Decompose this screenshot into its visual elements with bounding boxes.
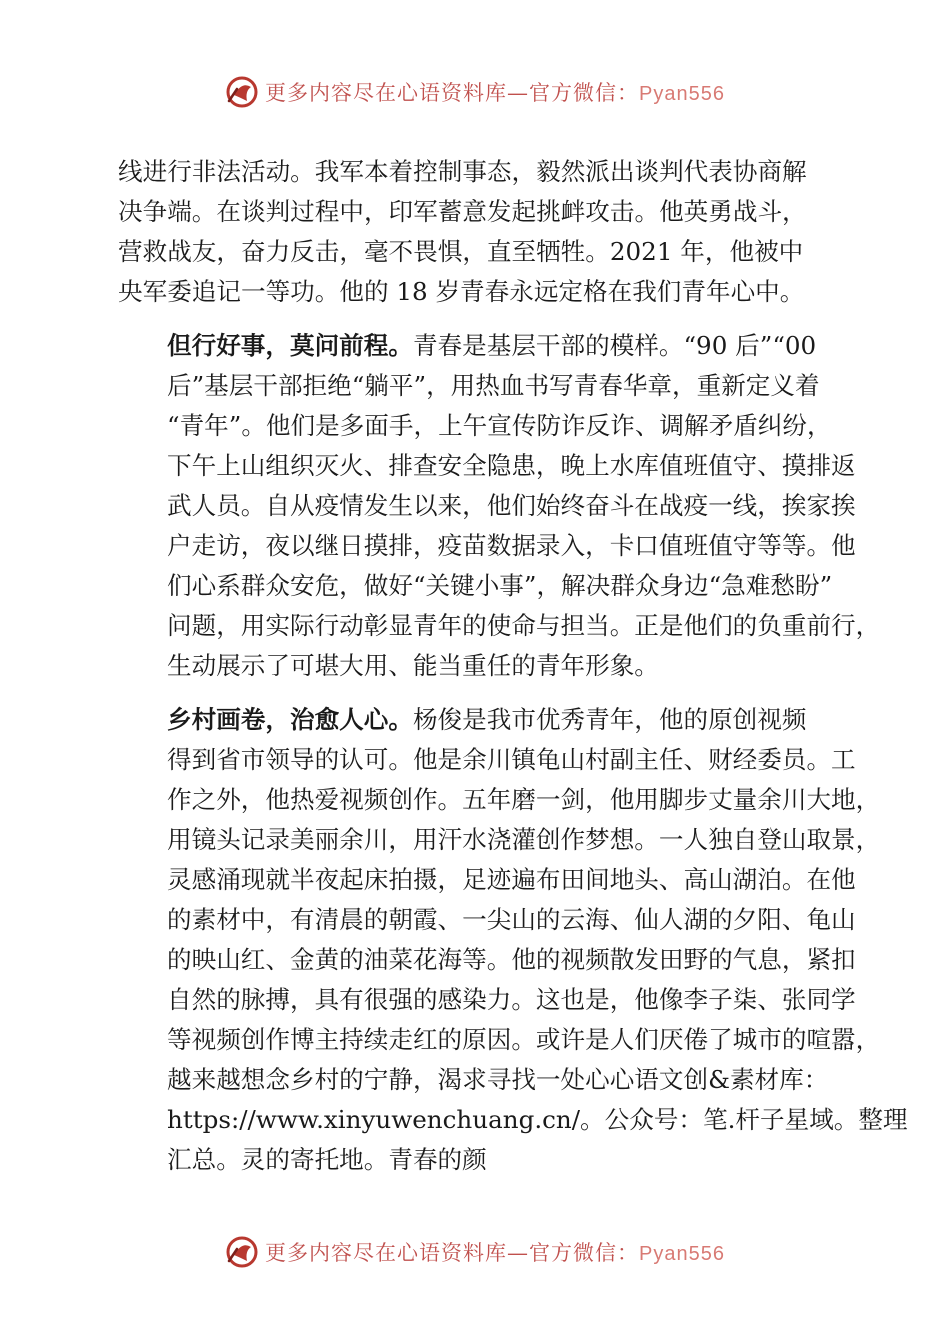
text-line (118, 526, 856, 566)
article-body (118, 152, 908, 1180)
text-line (118, 900, 856, 940)
paragraph (118, 152, 848, 312)
paragraph-lead: 乡村画卷，治愈人心。 (167, 705, 413, 734)
footer-banner-cn: 更多内容尽在心语资料库—官方微信： (265, 1241, 640, 1265)
text-line (118, 566, 848, 606)
line-text: 线进行非法活动。我军本着控制事态，毅然派出谈判代表协商解 (118, 157, 807, 186)
line-text: 灵感涌现就半夜起床拍摄，足迹遍布田间地头、高山湖泊。在他 (167, 865, 856, 894)
line-text: 后”基层干部拒绝“躺平”，用热血书写青春华章，重新定义着 (167, 371, 820, 400)
line-text: 的映山红、金黄的油菜花海等。他的视频散发田野的气息，紧扣 (167, 945, 856, 974)
text-line (118, 780, 881, 820)
line-text: 决争端。在谈判过程中，印军蓄意发起挑衅攻击。他英勇战斗， (118, 197, 807, 226)
header-banner-cn: 更多内容尽在心语资料库—官方微信： (265, 81, 640, 105)
text-line (118, 860, 856, 900)
text-line (118, 1060, 848, 1100)
text-line (118, 740, 856, 780)
paragraph (118, 700, 908, 1180)
brand-logo-icon (225, 1235, 259, 1269)
text-line (118, 272, 848, 312)
line-text: 青春是基层干部的模样。“90 后”“00 (412, 331, 817, 360)
text-line (118, 232, 848, 272)
text-line (118, 366, 848, 406)
header-banner-wechat-id: Pyan556 (639, 83, 725, 105)
text-line (118, 940, 856, 980)
text-line (118, 152, 848, 192)
text-line (118, 486, 856, 526)
text-line (118, 606, 881, 646)
line-text: “青年”。他们是多面手，上午宣传防诈反诈、调解矛盾纠纷， (167, 411, 832, 440)
header-banner (0, 70, 950, 114)
text-line (118, 1020, 881, 1060)
line-text: 自然的脉搏，具有很强的感染力。这也是，他像李子柒、张同学 (167, 985, 856, 1014)
line-text: 越来越想念乡村的宁静，渴求寻找一处心心语文创&素材库： (167, 1065, 829, 1094)
text-line (118, 1140, 848, 1180)
text-line (118, 700, 848, 740)
header-banner-text (265, 77, 725, 107)
text-line (118, 326, 848, 366)
line-text: 们心系群众安危，做好“关键小事”，解决群众身边“急难愁盼” (167, 571, 833, 600)
text-line (118, 192, 848, 232)
line-text: 杨俊是我市优秀青年，他的原创视频 (412, 705, 807, 734)
text-line (118, 646, 848, 686)
line-text: 武人员。自从疫情发生以来，他们始终奋斗在战疫一线，挨家挨 (167, 491, 856, 520)
paragraph (118, 326, 881, 686)
line-text: 的素材中，有清晨的朝霞、一尖山的云海、仙人湖的夕阳、龟山 (167, 905, 856, 934)
line-text: 用镜头记录美丽余川，用汗水浇灌创作梦想。一人独自登山取景， (167, 825, 881, 854)
line-text: https://www.xinyuwenchuang.cn/。公众号：笔.杆子星域。整理 (167, 1105, 908, 1134)
footer-banner-wechat-id: Pyan556 (639, 1243, 725, 1265)
line-text: 等视频创作博主持续走红的原因。或许是人们厌倦了城市的喧嚣， (167, 1025, 881, 1054)
text-line (118, 1100, 908, 1140)
brand-logo-icon (225, 75, 259, 109)
line-text: 问题，用实际行动彰显青年的使命与担当。正是他们的负重前行， (167, 611, 881, 640)
footer-banner (0, 1230, 950, 1274)
paragraph-lead: 但行好事，莫问前程。 (167, 331, 413, 360)
text-line (118, 446, 856, 486)
text-line (118, 980, 856, 1020)
line-text: 汇总。灵的寄托地。青春的颜 (167, 1145, 487, 1174)
text-line (118, 406, 848, 446)
line-text: 央军委追记一等功。他的 18 岁青春永远定格在我们青年心中。 (118, 277, 805, 306)
line-text: 户走访，夜以继日摸排，疫苗数据录入，卡口值班值守等等。他 (167, 531, 856, 560)
text-line (118, 820, 881, 860)
line-text: 作之外，他热爱视频创作。五年磨一剑，他用脚步丈量余川大地， (167, 785, 881, 814)
line-text: 营救战友，奋力反击，毫不畏惧，直至牺牲。2021 年，他被中 (118, 237, 804, 266)
footer-banner-text (265, 1237, 725, 1267)
line-text: 下午上山组织灭火、排查安全隐患，晚上水库值班值守、摸排返 (167, 451, 856, 480)
line-text: 得到省市领导的认可。他是余川镇龟山村副主任、财经委员。工 (167, 745, 856, 774)
line-text: 生动展示了可堪大用、能当重任的青年形象。 (167, 651, 659, 680)
